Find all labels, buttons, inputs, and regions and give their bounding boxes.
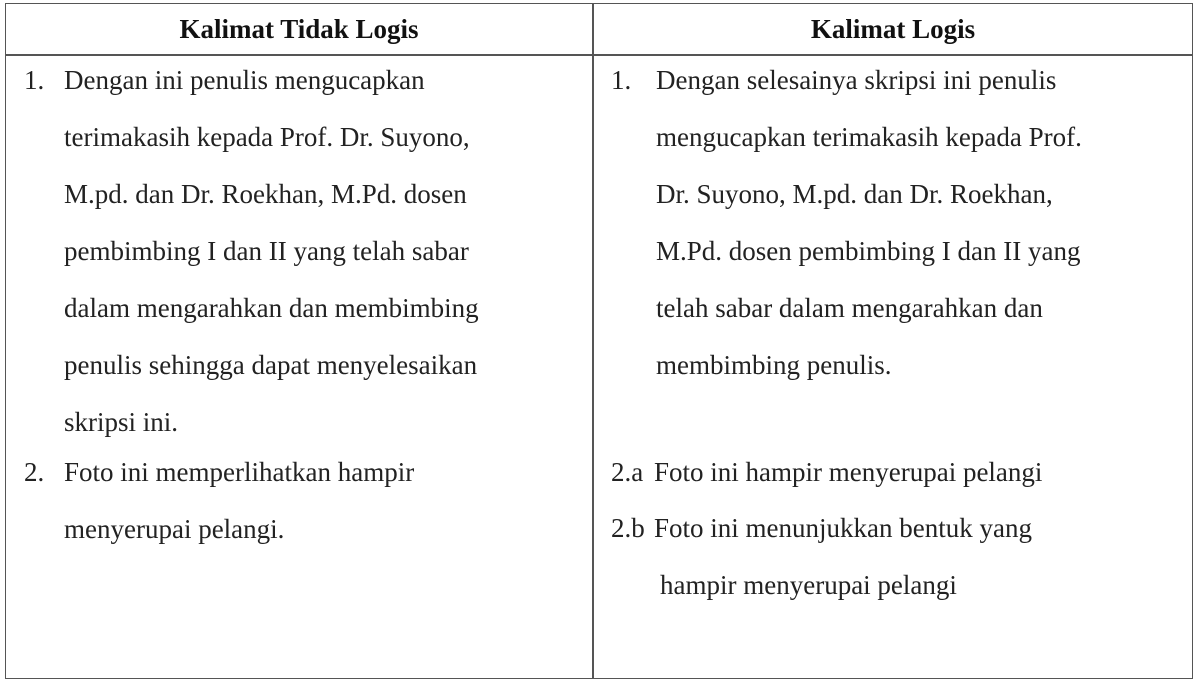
left-item-1-number: 1. xyxy=(24,65,45,95)
right-item-2a-line-1: Foto ini hampir menyerupai pelangi xyxy=(654,457,1043,487)
right-item-2b-line-1: Foto ini menunjukkan bentuk yang xyxy=(654,513,1032,543)
left-item-1 xyxy=(24,52,584,452)
left-item-1-line-4: pembimbing I dan II yang telah sabar xyxy=(64,236,469,266)
right-item-1-line-5: telah sabar dalam mengarahkan dan xyxy=(656,293,1043,323)
left-item-1-text xyxy=(64,52,479,451)
right-item-1-text xyxy=(656,52,1082,394)
right-item-1 xyxy=(611,52,1186,397)
left-item-2-number: 2. xyxy=(24,457,45,487)
header-right: Kalimat Logis xyxy=(810,13,976,44)
comparison-table xyxy=(5,3,1193,679)
left-item-2 xyxy=(24,444,584,564)
column-divider xyxy=(592,4,594,678)
left-item-2-text xyxy=(64,444,414,558)
left-item-2-line-2: menyerupai pelangi. xyxy=(64,514,285,544)
right-item-1-line-6: membimbing penulis. xyxy=(656,350,892,380)
right-item-1-number: 1. xyxy=(611,65,632,95)
left-item-1-line-7: skripsi ini. xyxy=(64,407,179,437)
header-left: Kalimat Tidak Logis xyxy=(179,13,419,44)
right-item-2b xyxy=(611,500,1186,620)
left-item-1-line-2: terimakasih kepada Prof. Dr. Suyono, xyxy=(64,122,470,152)
left-item-1-line-5: dalam mengarahkan dan membimbing xyxy=(64,293,479,323)
right-item-2a xyxy=(611,444,1186,501)
right-item-2b-text xyxy=(654,500,1032,614)
right-item-2b-number: 2.b xyxy=(611,513,645,543)
left-item-1-line-1: Dengan ini penulis mengucapkan xyxy=(64,65,425,95)
right-item-2a-text xyxy=(654,444,1042,501)
right-item-1-line-3: Dr. Suyono, M.pd. dan Dr. Roekhan, xyxy=(656,179,1053,209)
right-item-1-line-1: Dengan selesainya skripsi ini penulis xyxy=(656,65,1057,95)
right-item-1-line-4: M.Pd. dosen pembimbing I dan II yang xyxy=(656,236,1081,266)
right-item-2a-number: 2.a xyxy=(611,457,644,487)
right-item-2b-line-2: hampir menyerupai pelangi xyxy=(660,570,957,600)
right-item-1-line-2: mengucapkan terimakasih kepada Prof. xyxy=(656,122,1082,152)
left-item-2-line-1: Foto ini memperlihatkan hampir xyxy=(64,457,415,487)
left-item-1-line-6: penulis sehingga dapat menyelesaikan xyxy=(64,350,478,380)
left-item-1-line-3: M.pd. dan Dr. Roekhan, M.Pd. dosen xyxy=(64,179,467,209)
